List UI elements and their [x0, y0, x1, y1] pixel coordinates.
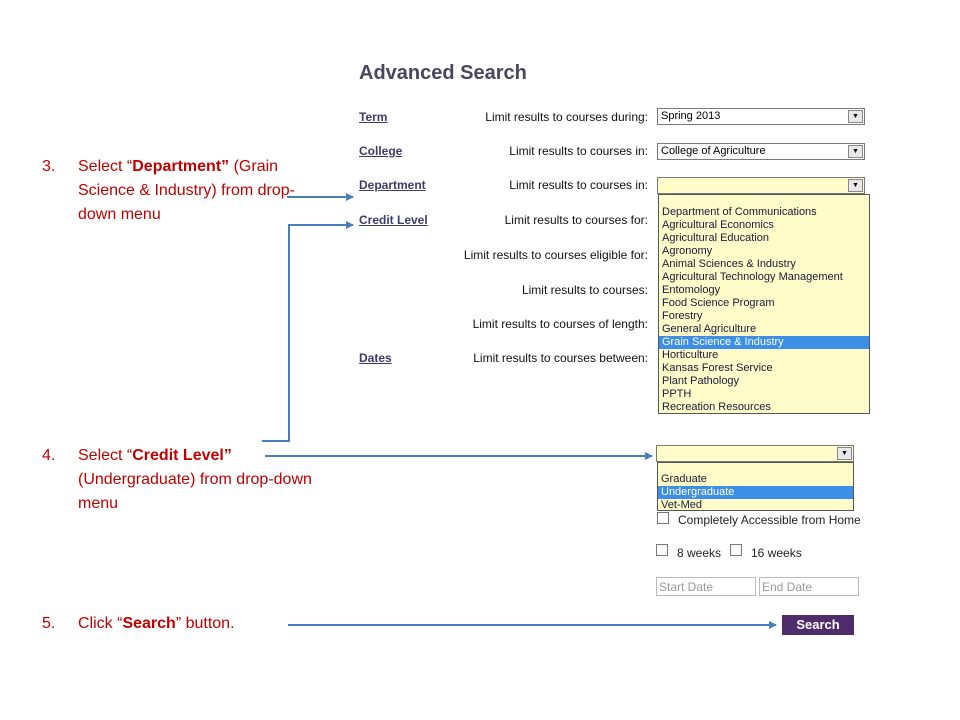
eligible-description: Limit results to courses eligible for:: [463, 248, 648, 262]
college-description: Limit results to courses in:: [509, 144, 648, 158]
department-description: Limit results to courses in:: [509, 178, 648, 192]
dates-link[interactable]: Dates: [359, 351, 392, 365]
chevron-down-icon[interactable]: ▼: [848, 110, 863, 123]
term-select-value: Spring 2013: [661, 110, 721, 122]
credit-level-option[interactable]: Vet-Med: [661, 499, 702, 511]
department-option[interactable]: Agricultural Technology Management: [662, 271, 843, 283]
accessible-label: Completely Accessible from Home: [678, 513, 861, 527]
dates-description: Limit results to courses between:: [473, 351, 648, 365]
term-description: Limit results to courses during:: [485, 110, 648, 124]
chevron-down-icon[interactable]: ▼: [837, 447, 852, 460]
step-3-pre: Select “: [78, 158, 133, 175]
department-option[interactable]: Agronomy: [662, 245, 713, 257]
department-option[interactable]: Horticulture: [662, 349, 719, 361]
college-link[interactable]: College: [359, 144, 403, 158]
department-option[interactable]: Recreation Resources: [662, 401, 771, 413]
courses-description: Limit results to courses:: [521, 283, 648, 297]
credit-level-link[interactable]: Credit Level: [359, 213, 428, 227]
end-date-placeholder: End Date: [762, 580, 813, 594]
sixteen-weeks-label: 16 weeks: [751, 546, 802, 560]
department-link[interactable]: Department: [359, 178, 426, 192]
department-option[interactable]: Animal Sciences & Industry: [662, 258, 796, 270]
college-select-value: College of Agriculture: [661, 145, 766, 157]
step-4-number: 4.: [42, 447, 56, 464]
step-5-bold: Search: [122, 615, 176, 632]
department-option[interactable]: Plant Pathology: [662, 375, 740, 387]
credit-level-description: Limit results to courses for:: [504, 213, 648, 227]
chevron-down-icon[interactable]: ▼: [848, 179, 863, 192]
department-option[interactable]: Grain Science & Industry: [659, 336, 869, 349]
search-button[interactable]: Search: [782, 615, 854, 635]
step-5-number: 5.: [42, 615, 56, 632]
arrow-to-credit-level-label: [262, 225, 353, 441]
step-4-post: (Undergraduate) from drop-down menu: [78, 471, 312, 512]
department-option[interactable]: Food Science Program: [662, 297, 775, 309]
step-4-bold: Credit Level”: [132, 447, 232, 464]
step-3-number: 3.: [42, 158, 56, 175]
term-link[interactable]: Term: [359, 110, 388, 124]
department-option[interactable]: Forestry: [662, 310, 703, 322]
department-option[interactable]: General Agriculture: [662, 323, 757, 335]
step-5-pre: Click “: [78, 615, 123, 632]
department-option[interactable]: Agricultural Education: [662, 232, 770, 244]
department-option[interactable]: PPTH: [662, 388, 692, 400]
credit-level-option[interactable]: Graduate: [661, 473, 707, 485]
department-option[interactable]: Entomology: [662, 284, 721, 296]
page-title: Advanced Search: [359, 62, 527, 84]
chevron-down-icon[interactable]: ▼: [848, 145, 863, 158]
eight-weeks-label: 8 weeks: [677, 546, 722, 560]
length-description: Limit results to courses of length:: [472, 317, 648, 331]
step-4-pre: Select “: [78, 447, 133, 464]
step-5-post: ” button.: [175, 615, 235, 632]
step-3-bold: Department”: [132, 158, 230, 175]
credit-level-option[interactable]: Undergraduate: [658, 486, 853, 499]
department-option[interactable]: Department of Communications: [662, 206, 817, 218]
department-option[interactable]: Agricultural Economics: [662, 219, 774, 231]
start-date-placeholder: Start Date: [659, 580, 714, 594]
step-3-post: (Grain Science & Industry) from drop-down menu: [78, 158, 295, 223]
department-option[interactable]: Kansas Forest Service: [662, 362, 773, 374]
